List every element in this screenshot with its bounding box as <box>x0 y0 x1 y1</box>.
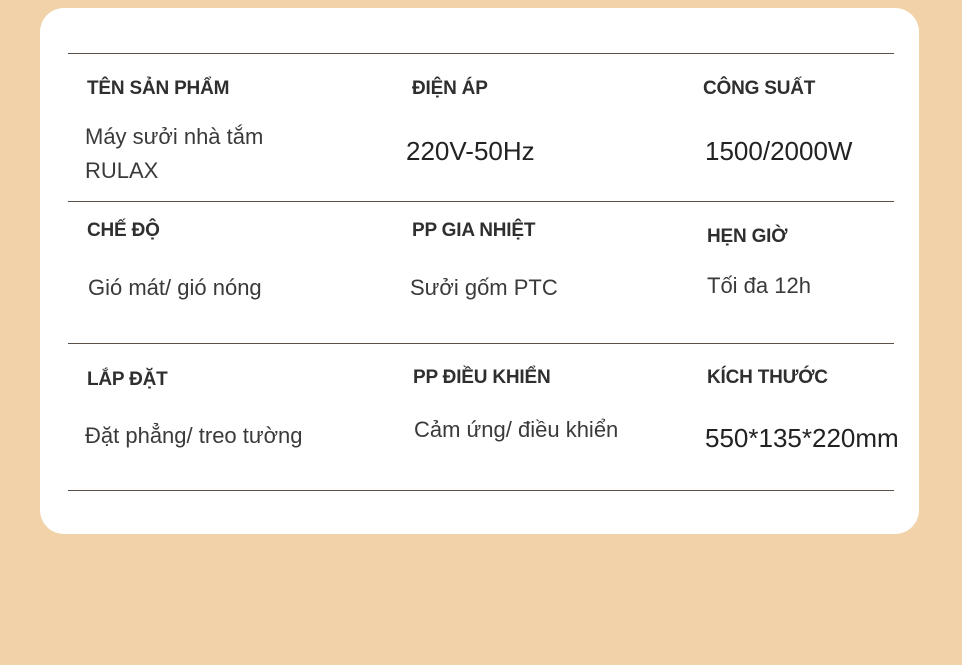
spec-value-mode: Gió mát/ gió nóng <box>88 275 262 300</box>
spec-label-dimensions: KÍCH THƯỚC <box>707 367 828 388</box>
spec-value-voltage: 220V-50Hz <box>406 136 535 166</box>
spec-value-installation: Đặt phẳng/ treo tường <box>85 423 303 448</box>
spec-label-installation: LẮP ĐẶT <box>87 369 168 390</box>
spec-label-product-name: TÊN SẢN PHẨM <box>87 78 230 99</box>
spec-card <box>40 8 919 534</box>
spec-label-control-method: PP ĐIỀU KHIỂN <box>413 367 551 388</box>
divider-row-1 <box>68 201 894 202</box>
spec-value-power: 1500/2000W <box>705 136 853 166</box>
divider-bottom <box>68 490 894 491</box>
spec-label-timer: HẸN GIỜ <box>707 226 788 247</box>
spec-value-dimensions: 550*135*220mm <box>705 423 899 453</box>
spec-label-power: CÔNG SUẤT <box>703 78 816 99</box>
spec-label-voltage: ĐIỆN ÁP <box>412 78 488 99</box>
spec-value-heating-method: Sưởi gốm PTC <box>410 275 558 300</box>
divider-row-2 <box>68 343 894 344</box>
spec-value-control-method: Cảm ứng/ điều khiển <box>414 417 619 442</box>
spec-label-mode: CHẾ ĐỘ <box>87 220 160 241</box>
spec-value-timer: Tối đa 12h <box>707 273 811 298</box>
spec-label-heating-method: PP GIA NHIỆT <box>412 220 536 241</box>
spec-value-product-name: Máy sưởi nhà tắm RULAX <box>85 124 264 183</box>
divider-top <box>68 53 894 54</box>
